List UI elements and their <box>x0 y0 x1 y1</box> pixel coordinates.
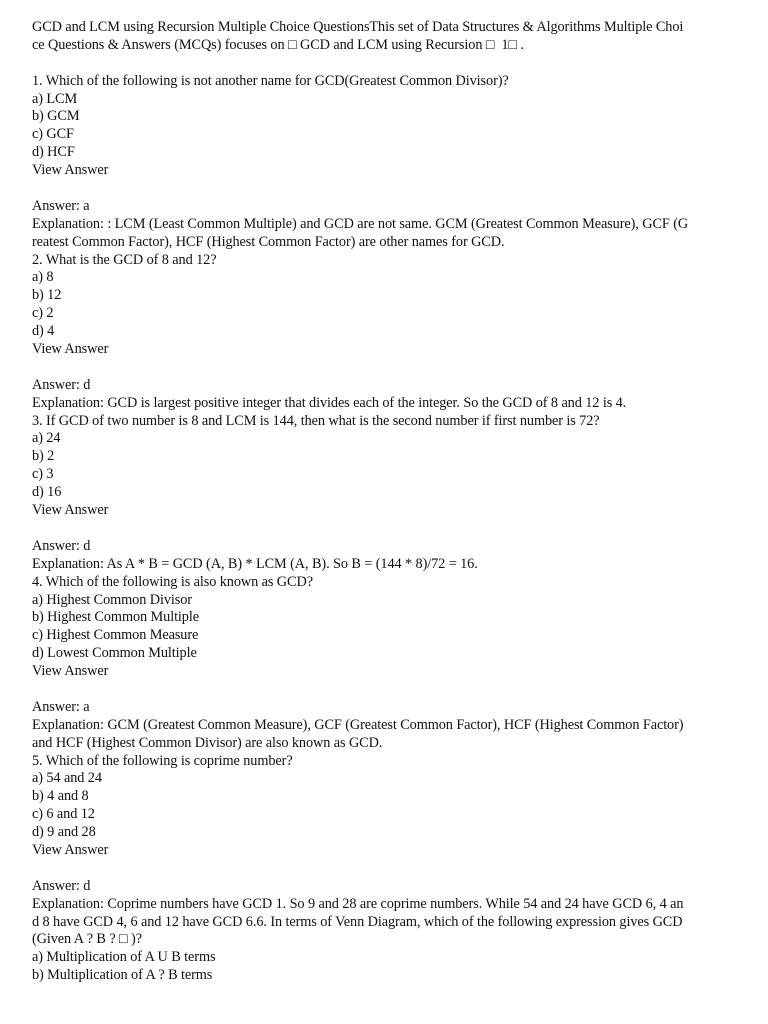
explanation-line: Explanation: : LCM (Least Common Multiple) and GCD are not same. GCM (Greatest Common Measure), GCF (G <box>32 215 689 232</box>
question-block-1 <box>32 73 738 252</box>
spacer <box>32 520 738 538</box>
option-d: d) 4 <box>32 323 55 340</box>
option-a: a) Highest Common Divisor <box>32 591 192 608</box>
view-answer-link[interactable]: View Answer <box>32 341 109 358</box>
option-b: b) Multiplication of A ? B terms <box>32 967 213 984</box>
question-text: 1. Which of the following is not another name for GCD(Greatest Common Divisor)? <box>32 72 509 89</box>
option-a: a) LCM <box>32 90 78 107</box>
intro-line-1: GCD and LCM using Recursion Multiple Choice QuestionsThis set of Data Structures & Algorithms Multiple Choi <box>32 19 684 35</box>
option-c: c) 6 and 12 <box>32 806 95 823</box>
explanation-line: reatest Common Factor), HCF (Highest Common Factor) are other names for GCD. <box>32 233 505 250</box>
explanation-line: Explanation: Coprime numbers have GCD 1. So 9 and 28 are coprime numbers. While 54 and 24 have GCD 6, 4 an <box>32 895 684 912</box>
spacer <box>32 180 738 198</box>
explanation-line: (Given A ? B ? □ )? <box>32 931 142 948</box>
option-a: a) 8 <box>32 269 54 286</box>
answer-text: Answer: a <box>32 197 90 214</box>
answer-text: Answer: d <box>32 537 91 554</box>
view-answer-link[interactable]: View Answer <box>32 502 109 519</box>
answer-text: Answer: d <box>32 877 91 894</box>
question-block-4 <box>32 574 738 753</box>
option-c: c) 2 <box>32 305 54 322</box>
spacer <box>32 55 738 73</box>
view-answer-link[interactable]: View Answer <box>32 162 109 179</box>
option-d: d) HCF <box>32 144 75 161</box>
option-b: b) Highest Common Multiple <box>32 609 199 626</box>
question-text: 4. Which of the following is also known as GCD? <box>32 573 313 590</box>
question-block-6-partial <box>32 949 738 985</box>
question-block-5 <box>32 753 738 950</box>
option-b: b) 12 <box>32 287 62 304</box>
question-text: 5. Which of the following is coprime number? <box>32 752 293 769</box>
view-answer-link[interactable]: View Answer <box>32 663 109 680</box>
option-a: a) 24 <box>32 430 61 447</box>
spacer <box>32 681 738 699</box>
option-d: d) 9 and 28 <box>32 824 96 841</box>
question-block-2 <box>32 252 738 413</box>
question-block-3 <box>32 413 738 574</box>
option-c: c) 3 <box>32 466 54 483</box>
explanation-line: Explanation: GCM (Greatest Common Measure), GCF (Greatest Common Factor), HCF (Highest Common Factor) <box>32 716 684 733</box>
option-a: a) 54 and 24 <box>32 770 102 787</box>
explanation-line: and HCF (Highest Common Divisor) are also known as GCD. <box>32 734 383 751</box>
option-b: b) 2 <box>32 448 55 465</box>
option-b: b) GCM <box>32 108 80 125</box>
spacer <box>32 860 738 878</box>
option-c: c) Highest Common Measure <box>32 627 199 644</box>
question-text: 2. What is the GCD of 8 and 12? <box>32 251 217 268</box>
option-b: b) 4 and 8 <box>32 788 89 805</box>
spacer <box>32 359 738 377</box>
explanation-line: d 8 have GCD 4, 6 and 12 have GCD 6.6. In terms of Venn Diagram, which of the following expression gives GCD <box>32 913 683 930</box>
answer-text: Answer: d <box>32 376 91 393</box>
answer-text: Answer: a <box>32 698 90 715</box>
question-text: 3. If GCD of two number is 8 and LCM is 144, then what is the second number if first number is 72? <box>32 412 600 429</box>
option-d: d) 16 <box>32 484 62 501</box>
intro-line-2: ce Questions & Answers (MCQs) focuses on □ GCD and LCM using Recursion □ 1□ . <box>32 36 524 53</box>
document-body <box>32 19 738 985</box>
option-c: c) GCF <box>32 126 74 143</box>
explanation-line: Explanation: As A * B = GCD (A, B) * LCM (A, B). So B = (144 * 8)/72 = 16. <box>32 555 478 572</box>
option-d: d) Lowest Common Multiple <box>32 645 197 662</box>
option-a: a) Multiplication of A U B terms <box>32 949 216 966</box>
view-answer-link[interactable]: View Answer <box>32 841 109 858</box>
explanation-line: Explanation: GCD is largest positive integer that divides each of the integer. So the GCD of 8 and 12 is 4. <box>32 394 627 411</box>
